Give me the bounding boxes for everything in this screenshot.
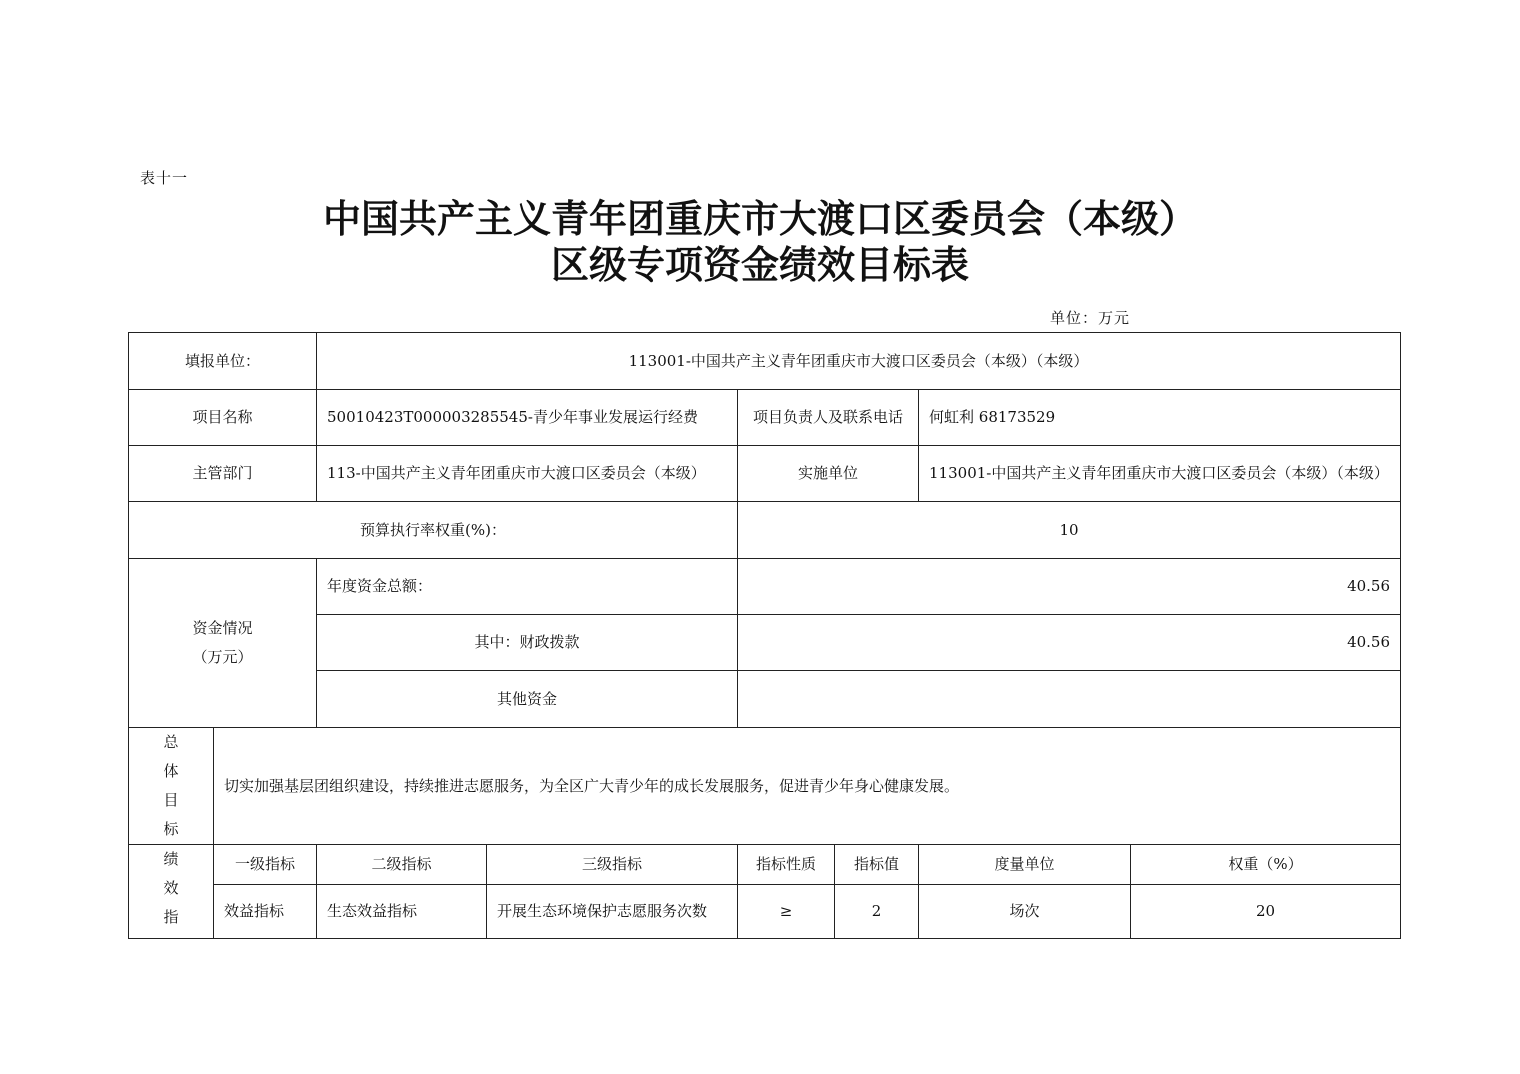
header-unit: 度量单位: [919, 845, 1131, 885]
other-funds-label: 其他资金: [317, 671, 738, 728]
funds-label-line-1: 资金情况: [192, 619, 253, 637]
dept-value: 113-中国共产主义青年团重庆市大渡口区委员会（本级）: [317, 446, 738, 502]
other-funds-value: [738, 671, 1401, 728]
page-title-line-2: 区级专项资金绩效目标表: [550, 243, 969, 287]
perf-char: 指: [163, 908, 179, 926]
header-level1: 一级指标: [214, 845, 317, 885]
budget-weight-value: 10: [738, 502, 1401, 559]
funds-label-line-2: （万元）: [192, 648, 253, 666]
overall-goal-label: [129, 728, 214, 845]
fiscal-funds-value: 40.56: [738, 615, 1401, 671]
goal-char: 标: [163, 820, 179, 838]
page-title-line-1: 中国共产主义青年团重庆市大渡口区委员会（本级）: [322, 197, 1197, 241]
header-nature: 指标性质: [738, 845, 835, 885]
perf-char: 绩: [163, 850, 179, 868]
contact-label: 项目负责人及联系电话: [738, 390, 919, 446]
reporting-unit-label: 填报单位：: [129, 333, 317, 390]
perf-char: 效: [163, 879, 179, 897]
impl-unit-label: 实施单位: [738, 446, 919, 502]
annual-total-label: 年度资金总额：: [317, 559, 738, 615]
indicator-weight: 20: [1131, 885, 1401, 939]
goal-char: 体: [163, 762, 179, 780]
indicator-unit: 场次: [919, 885, 1131, 939]
funds-label: [129, 559, 317, 728]
indicator-nature: ≥: [738, 885, 835, 939]
performance-indicator-label: [129, 845, 214, 939]
indicator-level2: 生态效益指标: [317, 885, 487, 939]
contact-value: 何虹利 68173529: [919, 390, 1401, 446]
header-value: 指标值: [835, 845, 919, 885]
project-name-value: 50010423T000003285545-青少年事业发展运行经费: [317, 390, 738, 446]
header-level3: 三级指标: [487, 845, 738, 885]
impl-unit-value: 113001-中国共产主义青年团重庆市大渡口区委员会（本级）（本级）: [919, 446, 1401, 502]
reporting-unit-value: 113001-中国共产主义青年团重庆市大渡口区委员会（本级）（本级）: [317, 333, 1401, 390]
goal-char: 目: [163, 791, 179, 809]
indicator-level3: 开展生态环境保护志愿服务次数: [487, 885, 738, 939]
table-number: 表十一: [140, 169, 189, 187]
budget-weight-label: 预算执行率权重(%)：: [129, 502, 738, 559]
performance-target-table: [128, 332, 1401, 939]
project-name-label: 项目名称: [129, 390, 317, 446]
unit-label: 单位：万元: [1050, 309, 1131, 327]
overall-goal-value: 切实加强基层团组织建设，持续推进志愿服务，为全区广大青少年的成长发展服务，促进青少年身心健康发展。: [214, 728, 1401, 845]
header-weight: 权重（%）: [1131, 845, 1401, 885]
header-level2: 二级指标: [317, 845, 487, 885]
indicator-value: 2: [835, 885, 919, 939]
goal-char: 总: [163, 733, 179, 751]
annual-total-value: 40.56: [738, 559, 1401, 615]
indicator-level1: 效益指标: [214, 885, 317, 939]
dept-label: 主管部门: [129, 446, 317, 502]
fiscal-funds-label: 其中：财政拨款: [317, 615, 738, 671]
